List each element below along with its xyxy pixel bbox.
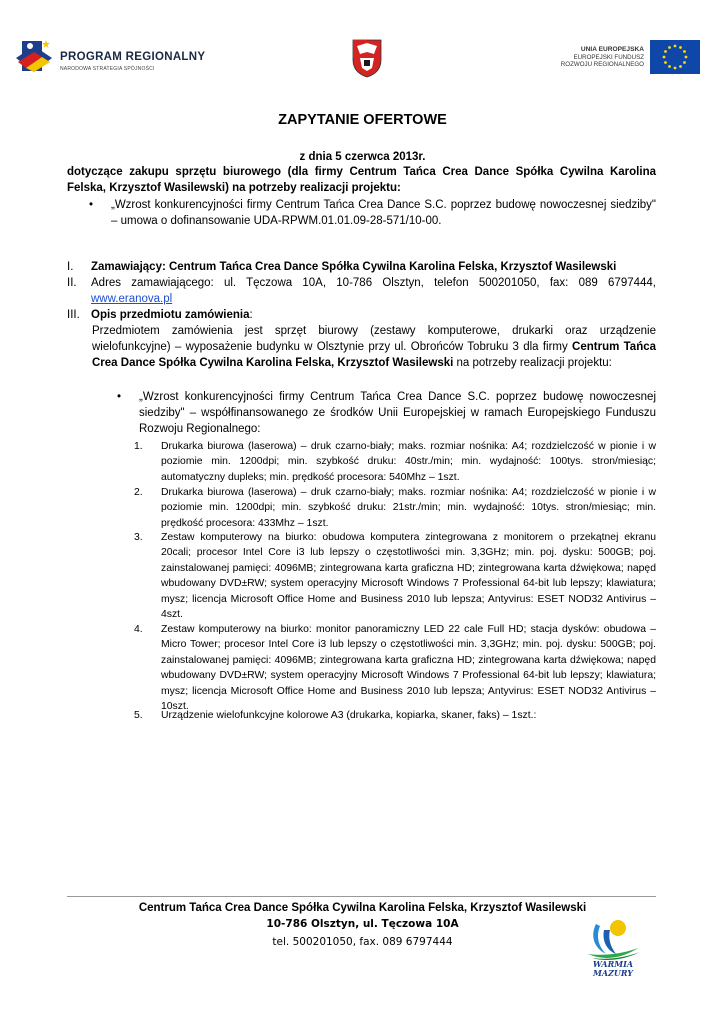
list-item bbox=[134, 622, 656, 714]
list-item-text: Zestaw komputerowy na biurko: obudowa komputera zintegrowana z monitorem o przekątnej ekranu 20cali; procesor Intel Core i3 lub lepszy o częstotliwości min. 3,3GHz; min. poj. dysku: 500GB; poj. zainstalowanej pamięci: 4096MB; zintegrowana karta graficzna HD; zintegrowana karta dźwiękowa; napęd wbudowany DVD±RW; system operacyjny Microsoft Windows 7 Professional 64-bit lub lepszy; klawiatura; mysz; licencja Microsoft Office Home and Business 2010 lub lepsza; Antyvirus: ESET NOD32 Antivirus – 4szt. bbox=[161, 532, 656, 621]
warmia-logo-line2: MAZURY bbox=[593, 968, 633, 978]
section-1-number: I. bbox=[67, 261, 74, 273]
bullet-icon: • bbox=[117, 391, 122, 403]
project-bullet bbox=[89, 197, 656, 229]
section-2-number: II. bbox=[67, 277, 77, 289]
program-regionalny-emblem-icon bbox=[16, 38, 52, 76]
section-3-colon: : bbox=[249, 309, 253, 321]
program-logo-title: PROGRAM REGIONALNY bbox=[60, 51, 206, 63]
warmia-logo-text bbox=[580, 960, 646, 978]
section-2 bbox=[67, 275, 656, 307]
warmia-logo-line1: WARMIA bbox=[592, 959, 634, 969]
list-item bbox=[134, 439, 656, 485]
eu-line2: EUROPEJSKI FUNDUSZ bbox=[573, 53, 644, 61]
warmia-mazury-emblem-icon bbox=[580, 918, 646, 962]
list-item bbox=[134, 530, 656, 622]
list-item bbox=[134, 708, 656, 723]
footer-contact: tel. 500201050, fax. 089 6797444 bbox=[272, 936, 453, 948]
list-item-text: Drukarka biurowa (laserowa) – druk czarno-biały; maks. rozmiar nośnika: A4; rozdzielczość w pionie i w poziomie min. 1200dpi; min. szybkość druku: 40str./min; min. wydajność: 100tys. stron/miesiąc; automatyczny dupleks; min. prędkość procesora: 540Mhz – 1szt. bbox=[161, 441, 656, 483]
section-2-text: Adres zamawiającego: ul. Tęczowa 10A, 10-786 Olsztyn, telefon 500201050, fax: 089 6797444, bbox=[91, 277, 656, 289]
list-item-number: 2. bbox=[134, 487, 143, 498]
section-3-text-a: Przedmiotem zamówienia jest sprzęt biurowy (zestawy komputerowe, drukarki oraz urządzenie wielofunkcyjne) – wyposażenie budynku w Olsztynie przy ul. Obrońców Tobruku 3 dla firmy bbox=[92, 325, 656, 353]
list-item-text: Urządzenie wielofunkcyjne kolorowe A3 (drukarka, kopiarka, skaner, faks) – 1szt.: bbox=[161, 710, 537, 721]
list-item-number: 1. bbox=[134, 441, 143, 452]
eu-flag-icon bbox=[650, 40, 700, 74]
warmia-mazury-crest bbox=[352, 38, 382, 78]
eu-line3: ROZWOJU REGIONALNEGO bbox=[560, 61, 644, 69]
document-date: z dnia 5 czerwca 2013r. bbox=[299, 151, 426, 163]
eu-logo bbox=[560, 40, 700, 76]
list-item-number: 4. bbox=[134, 624, 143, 635]
list-item-number: 5. bbox=[134, 710, 143, 721]
warmia-mazury-logo bbox=[580, 918, 646, 986]
bullet-icon: • bbox=[89, 199, 94, 211]
website-link[interactable]: www.eranova.pl bbox=[91, 293, 173, 305]
crest-icon bbox=[352, 38, 382, 78]
project-bullet-text: „Wzrost konkurencyjności firmy Centrum Tańca Crea Dance S.C. poprzez budowę nowoczesnej siedziby" – umowa o dofinansowanie UDA-RPWM.01.01.09-28-571/10-00. bbox=[111, 199, 656, 227]
section-3-number: III. bbox=[67, 309, 80, 321]
section-3-bullet bbox=[117, 389, 656, 437]
eu-line1: UNIA EUROPEJSKA bbox=[580, 46, 644, 53]
section-3-heading: Opis przedmiotu zamówienia bbox=[91, 309, 250, 321]
list-item bbox=[134, 485, 656, 531]
section-3-description bbox=[92, 323, 656, 371]
list-item-number: 3. bbox=[134, 532, 143, 543]
footer-address: 10-786 Olsztyn, ul. Tęczowa 10A bbox=[266, 918, 459, 930]
section-1-text: Zamawiający: Centrum Tańca Crea Dance Spółka Cywilna Karolina Felska, Krzysztof Wasilewski bbox=[91, 261, 617, 273]
intro-paragraph: dotyczące zakupu sprzętu biurowego (dla firmy Centrum Tańca Crea Dance Spółka Cywilna Karolina Felska, Krzysztof Wasilewski) na potrzeby realizacji projektu: bbox=[67, 166, 656, 194]
section-3-bullet-text: „Wzrost konkurencyjności firmy Centrum Tańca Crea Dance S.C. poprzez budowę nowoczesnej siedziby" – współfinansowanego ze środków Unii Europejskiej w ramach Europejskiego Funduszu Rozwoju Regionalnego: bbox=[139, 391, 656, 435]
footer-divider bbox=[67, 896, 656, 897]
footer-company: Centrum Tańca Crea Dance Spółka Cywilna Karolina Felska, Krzysztof Wasilewski bbox=[138, 902, 587, 914]
eu-text bbox=[534, 46, 644, 69]
section-3-company: Centrum Tańca Crea Dance Spółka Cywilna Karolina Felska, Krzysztof Wasilewski bbox=[92, 341, 657, 369]
program-logo-subtitle: NARODOWA STRATEGIA SPÓJNOŚCI bbox=[60, 66, 155, 72]
section-3-text-b: na potrzeby realizacji projektu: bbox=[453, 357, 612, 369]
program-regionalny-logo bbox=[16, 38, 216, 78]
page-title: ZAPYTANIE OFERTOWE bbox=[278, 112, 447, 128]
list-item-text: Zestaw komputerowy na biurko: monitor panoramiczny LED 22 cale Full HD; stacja dysków: obudowa – Micro Tower; procesor Intel Core i3 lub lepszy o częstotliwości min. 3,3GHz; min. poj. dysku: 500GB; poj. zainstalowanej pamięci: 4096MB; zintegrowana karta graficzna HD; zintegrowana karta dźwiękowa; napęd wbudowany DVD±RW; system operacyjny Microsoft Windows 7 Professional 64-bit lub lepszy; klawiatura; mysz; licencja Microsoft Office Home and Business 2010 lub lepsza; Antyvirus: ESET NOD32 Antivirus – 10szt. bbox=[161, 624, 656, 713]
list-item-text: Drukarka biurowa (laserowa) – druk czarno-biały; maks. rozmiar nośnika: A4; rozdzielczość w pionie i w poziomie min. 1200dpi; min. szybkość druku: 21str./min; min. wydajność: 10tys. stron/miesiąc; min. prędkość procesora: 433Mhz – 1szt. bbox=[161, 487, 656, 529]
